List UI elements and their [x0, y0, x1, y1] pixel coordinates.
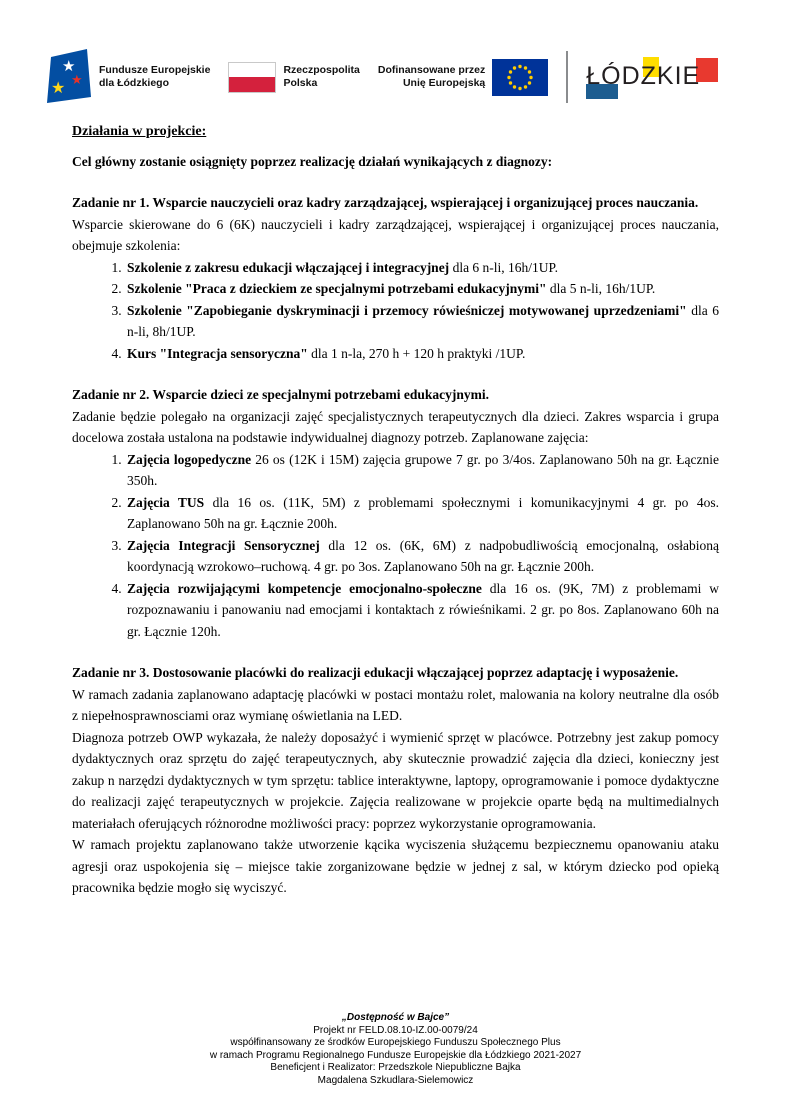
footer-line: Magdalena Szkudlara-Sielemowicz [317, 1074, 474, 1086]
list-item: 2. Szkolenie "Praca z dzieckiem ze specjalnymi potrzebami edukacyjnymi" dla 5 n-li, 16h/1UP. [125, 278, 719, 300]
task3-paragraph: W ramach zadania zaplanowano adaptację placówki w postaci montażu rolet, malowania na kolory neutralne dla osób z niepełnosprawnosciami oraz wymianę oświetlania na LED. [72, 686, 719, 723]
footer-line: Beneficjent i Realizator: Przedszkole Niepubliczne Bajka [270, 1062, 521, 1073]
logo-rzeczpospolita-polska [228, 62, 359, 93]
task1-lead: Wsparcie skierowane do 6 (6K) nauczycieli i kadry zarządzającej, wspierającej i organizującej proces nauczania, obejmuje szkolenia: [72, 216, 719, 253]
list-item: 1. Szkolenie z zakresu edukacji włączającej i integracyjnej dla 6 n-li, 16h/1UP. [125, 257, 719, 279]
fe-flag-icon [46, 48, 92, 106]
svg-text:★: ★ [62, 57, 76, 75]
poland-logo-label: Rzeczpospolita Polska [283, 64, 360, 89]
task2-lead: Zadanie będzie polegało na organizacji zajęć specjalistycznych terapeutycznych dla dzieci. Zakres wsparcia i grupa docelowa została ustalona na podstawie indywidualnej diagnozy potrzeb. Zaplanowane zajęcia: [72, 408, 719, 445]
task3-heading: Zadanie nr 3. Dostosowanie placówki do realizacji edukacji włączającej poprzez adaptację i wyposażenie. [72, 665, 679, 680]
logo-dofinansowane-ue [378, 59, 548, 96]
footer-line: współfinansowany ze środków Europejskiego Funduszu Społecznego Plus [230, 1037, 561, 1048]
task2-heading: Zadanie nr 2. Wsparcie dzieci ze specjalnymi potrzebami edukacyjnymi. [72, 387, 489, 402]
page-footer [0, 1012, 791, 1087]
page-title: Działania w projekcie: [72, 124, 207, 139]
footer-line: w ramach Programu Regionalnego Fundusze Europejskie dla Łódzkiego 2021-2027 [209, 1049, 582, 1061]
task3-paragraph: Diagnoza potrzeb OWP wykazała, że należy doposażyć i wymienić sprzęt w placówce. Potrzebny jest zakup pomocy dydaktycznych oraz sprzętu do zajęć terapeutycznych, aby skutecznie prowadzić zajęcia dla dzieci, konieczny jest zakup n narzędzi dydaktycznych w tym sprzętu: tablice interaktywne, laptopy, oprogramowanie i pomoce dydaktyczne do realizacji zajęć terapeutycznych w projekcie. Zajęcia realizowane w projekcie oparte będą na multimedialnych materiałach oferujących różnorodne możliwości pracy: poprzez wykorzystanie oprogramowania. [72, 729, 719, 831]
task3-paragraph: W ramach projektu zaplanowano także utworzenie kącika wyciszenia służącemu bezpiecznemu opanowaniu ataku agresji oraz uspokojenia się – miejsce takie zorganizowane będzie w jednej z sal, w którym dziecko pod opieką pracownika będzie mogło się wyciszyć. [72, 837, 719, 895]
list-item: 2. Zajęcia TUS dla 16 os. (11K, 5M) z problemami społecznymi i komunikacyjnymi 4 gr. po 4os. Zaplanowano 50h na gr. Łącznie 200h. [125, 492, 719, 535]
fe-logo-label: Fundusze Europejskie dla Łódzkiego [99, 64, 211, 89]
footer-line: Projekt nr FELD.08.10-IZ.00-0079/24 [313, 1024, 478, 1036]
intro-paragraph: Cel główny zostanie osiągnięty poprzez realizację działań wynikających z diagnozy: [72, 153, 553, 169]
eu-flag-icon [492, 59, 548, 96]
task1-heading: Zadanie nr 1. Wsparcie nauczycieli oraz kadry zarządzającej, wspierającej i organizującej proces nauczania. [72, 195, 699, 210]
eu-logo-label: Dofinansowane przez Unię Europejską [377, 64, 486, 89]
footer-project-title: „Dostępność w Bajce” [341, 1012, 450, 1023]
list-item: 4. Kurs "Integracja sensoryczna" dla 1 n-la, 270 h + 120 h praktyki /1UP. [125, 343, 719, 365]
document-body [72, 121, 719, 899]
svg-text:★: ★ [71, 73, 83, 88]
logo-fundusze-europejskie [46, 48, 210, 106]
lodzkie-wordmark: ŁÓDZKIE [586, 62, 701, 91]
task2-list [72, 449, 719, 643]
list-item: 3. Zajęcia Integracji Sensorycznej dla 12 os. (6K, 6M) z nadpobudliwością emocjonalną, osłabioną koordynacją wzrokowo–ruchową. 4 gr. po 3os. Zaplanowano 50h na gr. Łącznie 200h. [125, 535, 719, 578]
logo-strip [0, 0, 791, 108]
list-item: 4. Zajęcia rozwijającymi kompetencje emocjonalno-społeczne dla 16 os. (9K, 7M) z problemami w rozpoznawaniu i panowaniu nad emocjami i kontaktach z rówieśnikami. 2 gr. po 8os. Zaplanowano 60h na gr. Łącznie 120h. [125, 578, 719, 643]
logo-divider [566, 51, 568, 103]
list-item: 3. Szkolenie "Zapobieganie dyskryminacji i przemocy rówieśniczej motywowanej uprzedzeniami" dla 6 n-li, 8h/1UP. [125, 300, 719, 343]
svg-text:★: ★ [51, 78, 66, 97]
task1-list [72, 257, 719, 365]
list-item: 1. Zajęcia logopedyczne 26 os (12K i 15M) zajęcia grupowe 7 gr. po 3/4os. Zaplanowano 50h na gr. Łącznie 350h. [125, 449, 719, 492]
logo-lodzkie [586, 50, 718, 104]
poland-flag-icon [228, 62, 276, 93]
